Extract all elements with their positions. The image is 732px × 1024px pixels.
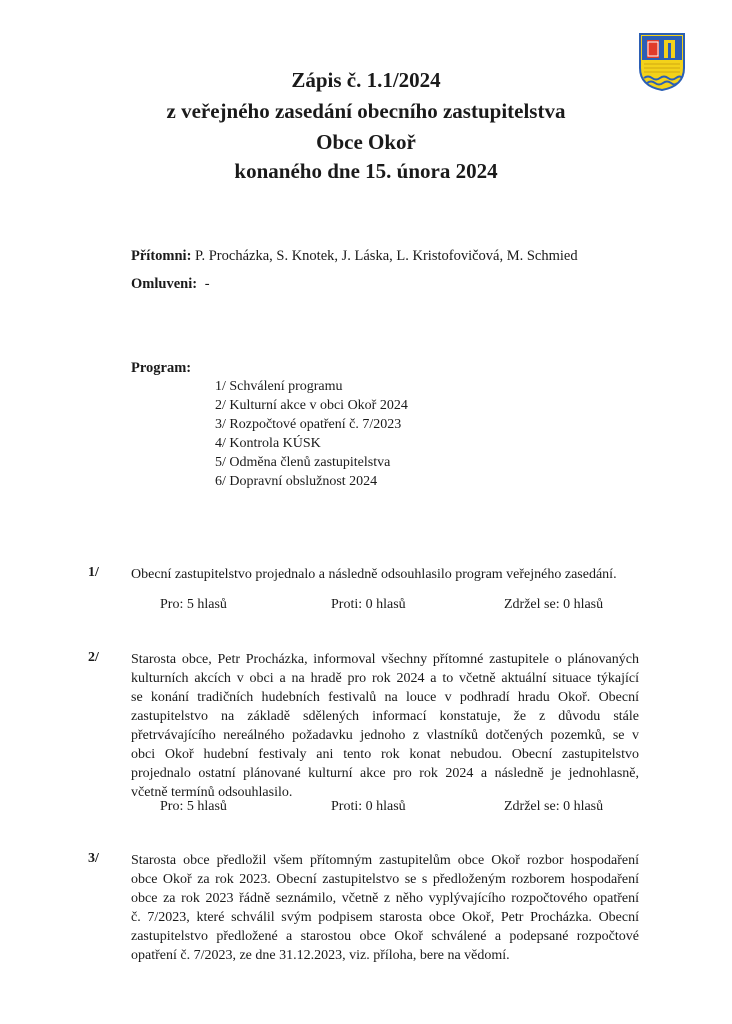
vote-zdrzel: Zdržel se: 0 hlasů — [504, 799, 604, 814]
section-line: kulturních akcích v obci a na hradě pro rok 2024 a to včetně aktuální situace týkající — [131, 671, 639, 686]
program-item: 4/ Kontrola KÚSK — [215, 436, 321, 451]
program-item: 3/ Rozpočtové opatření č. 7/2023 — [215, 417, 402, 432]
vote-proti: Proti: 0 hlasů — [331, 597, 406, 612]
municipality-name: Obce Okoř — [316, 130, 416, 154]
section-line: projednalo ostatní plánované kulturní akce pro rok 2024 a následně je jednohlasně, — [131, 766, 639, 781]
section-line: obce Okoř za rok 2023. Obecní zastupitelstvo se s předloženým rozborem hospodaření — [131, 872, 639, 887]
section-line: zastupitelstvo předložené a starostou obce Okoř schválené a podepsané rozpočtové — [131, 929, 639, 944]
present-value: P. Procházka, S. Knotek, J. Láska, L. Kristofovičová, M. Schmied — [195, 248, 578, 264]
section-text — [131, 650, 639, 802]
excused-row — [131, 276, 210, 293]
section-line: Starosta obce, Petr Procházka, informoval všechny přítomné zastupitele o plánovaných — [131, 652, 639, 667]
vote-pro: Pro: 5 hlasů — [160, 597, 227, 612]
excused-value: - — [204, 276, 210, 292]
vote-pro: Pro: 5 hlasů — [160, 799, 227, 814]
present-label: Přítomni: — [131, 248, 192, 264]
section-line: včetně termínů odsouhlasilo. — [131, 785, 293, 800]
vote-zdrzel: Zdržel se: 0 hlasů — [504, 597, 604, 612]
section-line: obci Okoř hudební festivaly ani tento rok konat nebudou. Obecní zastupitelstvo — [131, 747, 639, 762]
vote-proti: Proti: 0 hlasů — [331, 799, 406, 814]
present-row — [131, 248, 578, 265]
section-line: obce za rok 2023 řádně seznámilo, včetně z něho vyplývajícího rozpočtového opatření — [131, 891, 639, 906]
program-label: Program: — [131, 360, 192, 376]
section-line: zastupitelstvo na základě sdělených informací konstatuje, že z důvodu stále — [131, 709, 639, 724]
section-text — [131, 565, 639, 584]
program-item: 2/ Kulturní akce v obci Okoř 2024 — [215, 398, 408, 413]
section-line: se konání tradičních hudebních festivalů na louce v podhradí hradu Okoř. Obecní — [131, 690, 639, 705]
excused-label: Omluveni: — [131, 276, 198, 292]
section-number: 3/ — [88, 851, 99, 866]
section-line: č. 7/2023, které schválil svým podpisem starosta obce Okoř, Petr Procházka. Obecní — [131, 910, 639, 925]
section-line: Starosta obce předložil všem přítomným zastupitelům obce Okoř rozbor hospodaření — [131, 853, 639, 868]
section-line: opatření č. 7/2023, ze dne 31.12.2023, viz. příloha, bere na vědomí. — [131, 948, 510, 963]
program-item: 1/ Schválení programu — [215, 379, 343, 394]
meeting-date: konaného dne 15. února 2024 — [234, 159, 498, 183]
section-number: 1/ — [88, 565, 99, 580]
document-subtitle: z veřejného zasedání obecního zastupitelstva — [166, 99, 566, 123]
document-title: Zápis č. 1.1/2024 — [291, 68, 441, 92]
section-line: přetrvávajícího nereálného požadavku jednoho z vlastníků dotčených pozemků, se v — [131, 728, 639, 743]
section-text — [131, 851, 639, 965]
section-number: 2/ — [88, 650, 99, 665]
section-line: Obecní zastupitelstvo projednalo a následně odsouhlasilo program veřejného zasedání. — [131, 567, 617, 582]
program-item: 6/ Dopravní obslužnost 2024 — [215, 474, 378, 489]
program-item: 5/ Odměna členů zastupitelstva — [215, 455, 391, 470]
